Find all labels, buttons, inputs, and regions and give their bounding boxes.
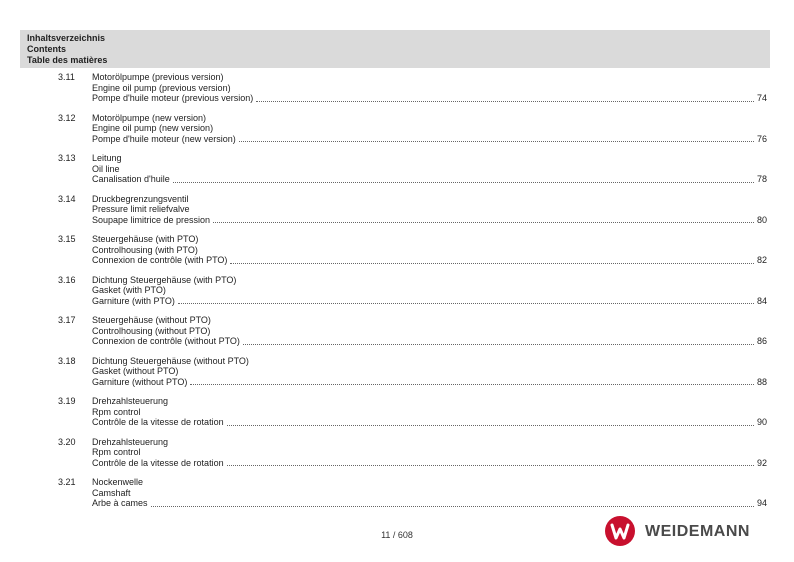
entry-title-fr: Garniture (without PTO) [92, 376, 188, 387]
dot-leader [230, 262, 754, 264]
entry-titles [92, 113, 767, 145]
entry-number: 3.11 [58, 72, 75, 82]
dot-leader [256, 100, 754, 102]
brand-wordmark: WEIDEMANN [645, 523, 750, 540]
toc-entry[interactable] [0, 477, 794, 517]
toc-entry[interactable] [0, 194, 794, 234]
entry-title-de: Motorölpumpe (previous version) [92, 72, 224, 82]
entry-title-en: Controlhousing (with PTO) [92, 244, 198, 255]
entry-title-de: Motorölpumpe (new version) [92, 112, 207, 123]
entry-page-number: 92 [756, 457, 767, 468]
toc-entry[interactable] [0, 275, 794, 315]
entry-page-number: 76 [756, 133, 767, 144]
entry-title-de: Druckbegrenzungsventil [92, 193, 189, 204]
toc-entry[interactable] [0, 153, 794, 193]
entry-last-line [92, 215, 767, 226]
entry-titles [92, 315, 767, 347]
entry-title-en: Engine oil pump (previous version) [92, 82, 231, 93]
entry-title-en: Gasket (with PTO) [92, 285, 166, 295]
toc-entry[interactable] [0, 396, 794, 436]
toc-entry[interactable] [0, 437, 794, 477]
entry-titles [92, 396, 767, 428]
entry-last-line [92, 255, 767, 266]
entry-titles [92, 234, 767, 266]
entry-page-number: 88 [756, 376, 767, 387]
toc-entry[interactable] [0, 315, 794, 355]
entry-page-number: 78 [756, 174, 767, 184]
entry-titles [92, 275, 767, 307]
header-title-de: Inhaltsverzeichnis [27, 33, 106, 43]
entry-last-line [92, 296, 767, 307]
entry-titles [92, 437, 767, 469]
entry-title-fr: Pompe d'huile moteur (previous version) [92, 93, 254, 103]
entry-number: 3.14 [58, 193, 76, 204]
entry-title-fr: Connexion de contrôle (with PTO) [92, 255, 228, 265]
entry-page-number: 80 [756, 214, 767, 225]
toc-entry[interactable] [0, 113, 794, 153]
entry-title-de: Drehzahlsteuerung [92, 396, 169, 406]
weidemann-w-logo-icon [605, 516, 635, 546]
dot-leader [178, 302, 754, 304]
entry-number: 3.12 [58, 112, 76, 123]
entry-title-fr: Pompe d'huile moteur (new version) [92, 133, 236, 144]
entry-titles [92, 194, 767, 226]
entry-number: 3.18 [58, 355, 76, 366]
entry-last-line [92, 377, 767, 388]
entry-number: 3.21 [58, 477, 76, 487]
entry-title-fr: Soupape limitrice de pression [92, 214, 211, 225]
entry-title-en: Rpm control [92, 447, 141, 457]
entry-title-fr: Garniture (with PTO) [92, 295, 175, 306]
brand-logo [605, 516, 765, 550]
entry-title-en: Rpm control [92, 406, 141, 417]
entry-title-en: Controlhousing (without PTO) [92, 325, 211, 336]
toc-entry[interactable] [0, 234, 794, 274]
entry-title-de: Nockenwelle [92, 477, 144, 487]
entry-titles [92, 356, 767, 388]
entry-page-number: 94 [756, 498, 767, 508]
entry-title-en: Oil line [92, 163, 120, 174]
dot-leader [227, 424, 754, 426]
entry-title-de: Steuergehäuse (without PTO) [92, 315, 211, 325]
entry-title-fr: Contrôle de la vitesse de rotation [92, 457, 224, 468]
toc-entry[interactable] [0, 356, 794, 396]
entry-titles [92, 153, 767, 185]
dot-leader [243, 343, 754, 345]
entry-number: 3.13 [58, 153, 76, 163]
dot-leader [190, 383, 754, 385]
entry-page-number: 86 [756, 336, 767, 346]
entry-last-line [92, 93, 767, 104]
dot-leader [227, 464, 754, 466]
header-title-en: Contents [27, 44, 66, 54]
entry-page-number: 74 [756, 93, 767, 103]
entry-title-de: Leitung [92, 153, 122, 163]
entry-title-fr: Canalisation d'huile [92, 174, 170, 184]
dot-leader [173, 181, 754, 183]
entry-title-fr: Arbe à cames [92, 498, 148, 508]
entry-title-en: Pressure limit reliefvalve [92, 204, 190, 214]
entry-last-line [92, 417, 767, 428]
entry-title-fr: Contrôle de la vitesse de rotation [92, 417, 224, 427]
entry-title-fr: Connexion de contrôle (without PTO) [92, 336, 240, 346]
entry-title-en: Camshaft [92, 487, 131, 498]
entry-last-line [92, 336, 767, 347]
entry-last-line [92, 498, 767, 509]
entry-title-de: Dichtung Steuergehäuse (without PTO) [92, 355, 249, 366]
entry-title-en: Engine oil pump (new version) [92, 123, 214, 133]
entry-titles [92, 72, 767, 104]
entry-last-line [92, 174, 767, 185]
entry-number: 3.15 [58, 234, 76, 244]
entry-number: 3.16 [58, 274, 76, 285]
entry-title-de: Drehzahlsteuerung [92, 436, 169, 447]
toc-header [20, 30, 770, 68]
entry-number: 3.20 [58, 436, 76, 447]
entry-titles [92, 477, 767, 509]
header-title-fr: Table des matières [27, 55, 108, 65]
entry-page-number: 82 [756, 255, 767, 265]
entry-number: 3.17 [58, 315, 76, 325]
entry-page-number: 84 [756, 295, 767, 306]
entry-title-de: Steuergehäuse (with PTO) [92, 234, 199, 244]
entry-title-de: Dichtung Steuergehäuse (with PTO) [92, 274, 237, 285]
entry-number: 3.19 [58, 396, 76, 406]
toc-entry[interactable] [0, 72, 794, 112]
entry-last-line [92, 134, 767, 145]
entry-last-line [92, 458, 767, 469]
dot-leader [213, 221, 754, 223]
dot-leader [151, 505, 754, 507]
page-indicator: 11 / 608 [381, 530, 413, 540]
entry-title-en: Gasket (without PTO) [92, 366, 179, 376]
entry-page-number: 90 [756, 417, 767, 427]
dot-leader [239, 140, 754, 142]
